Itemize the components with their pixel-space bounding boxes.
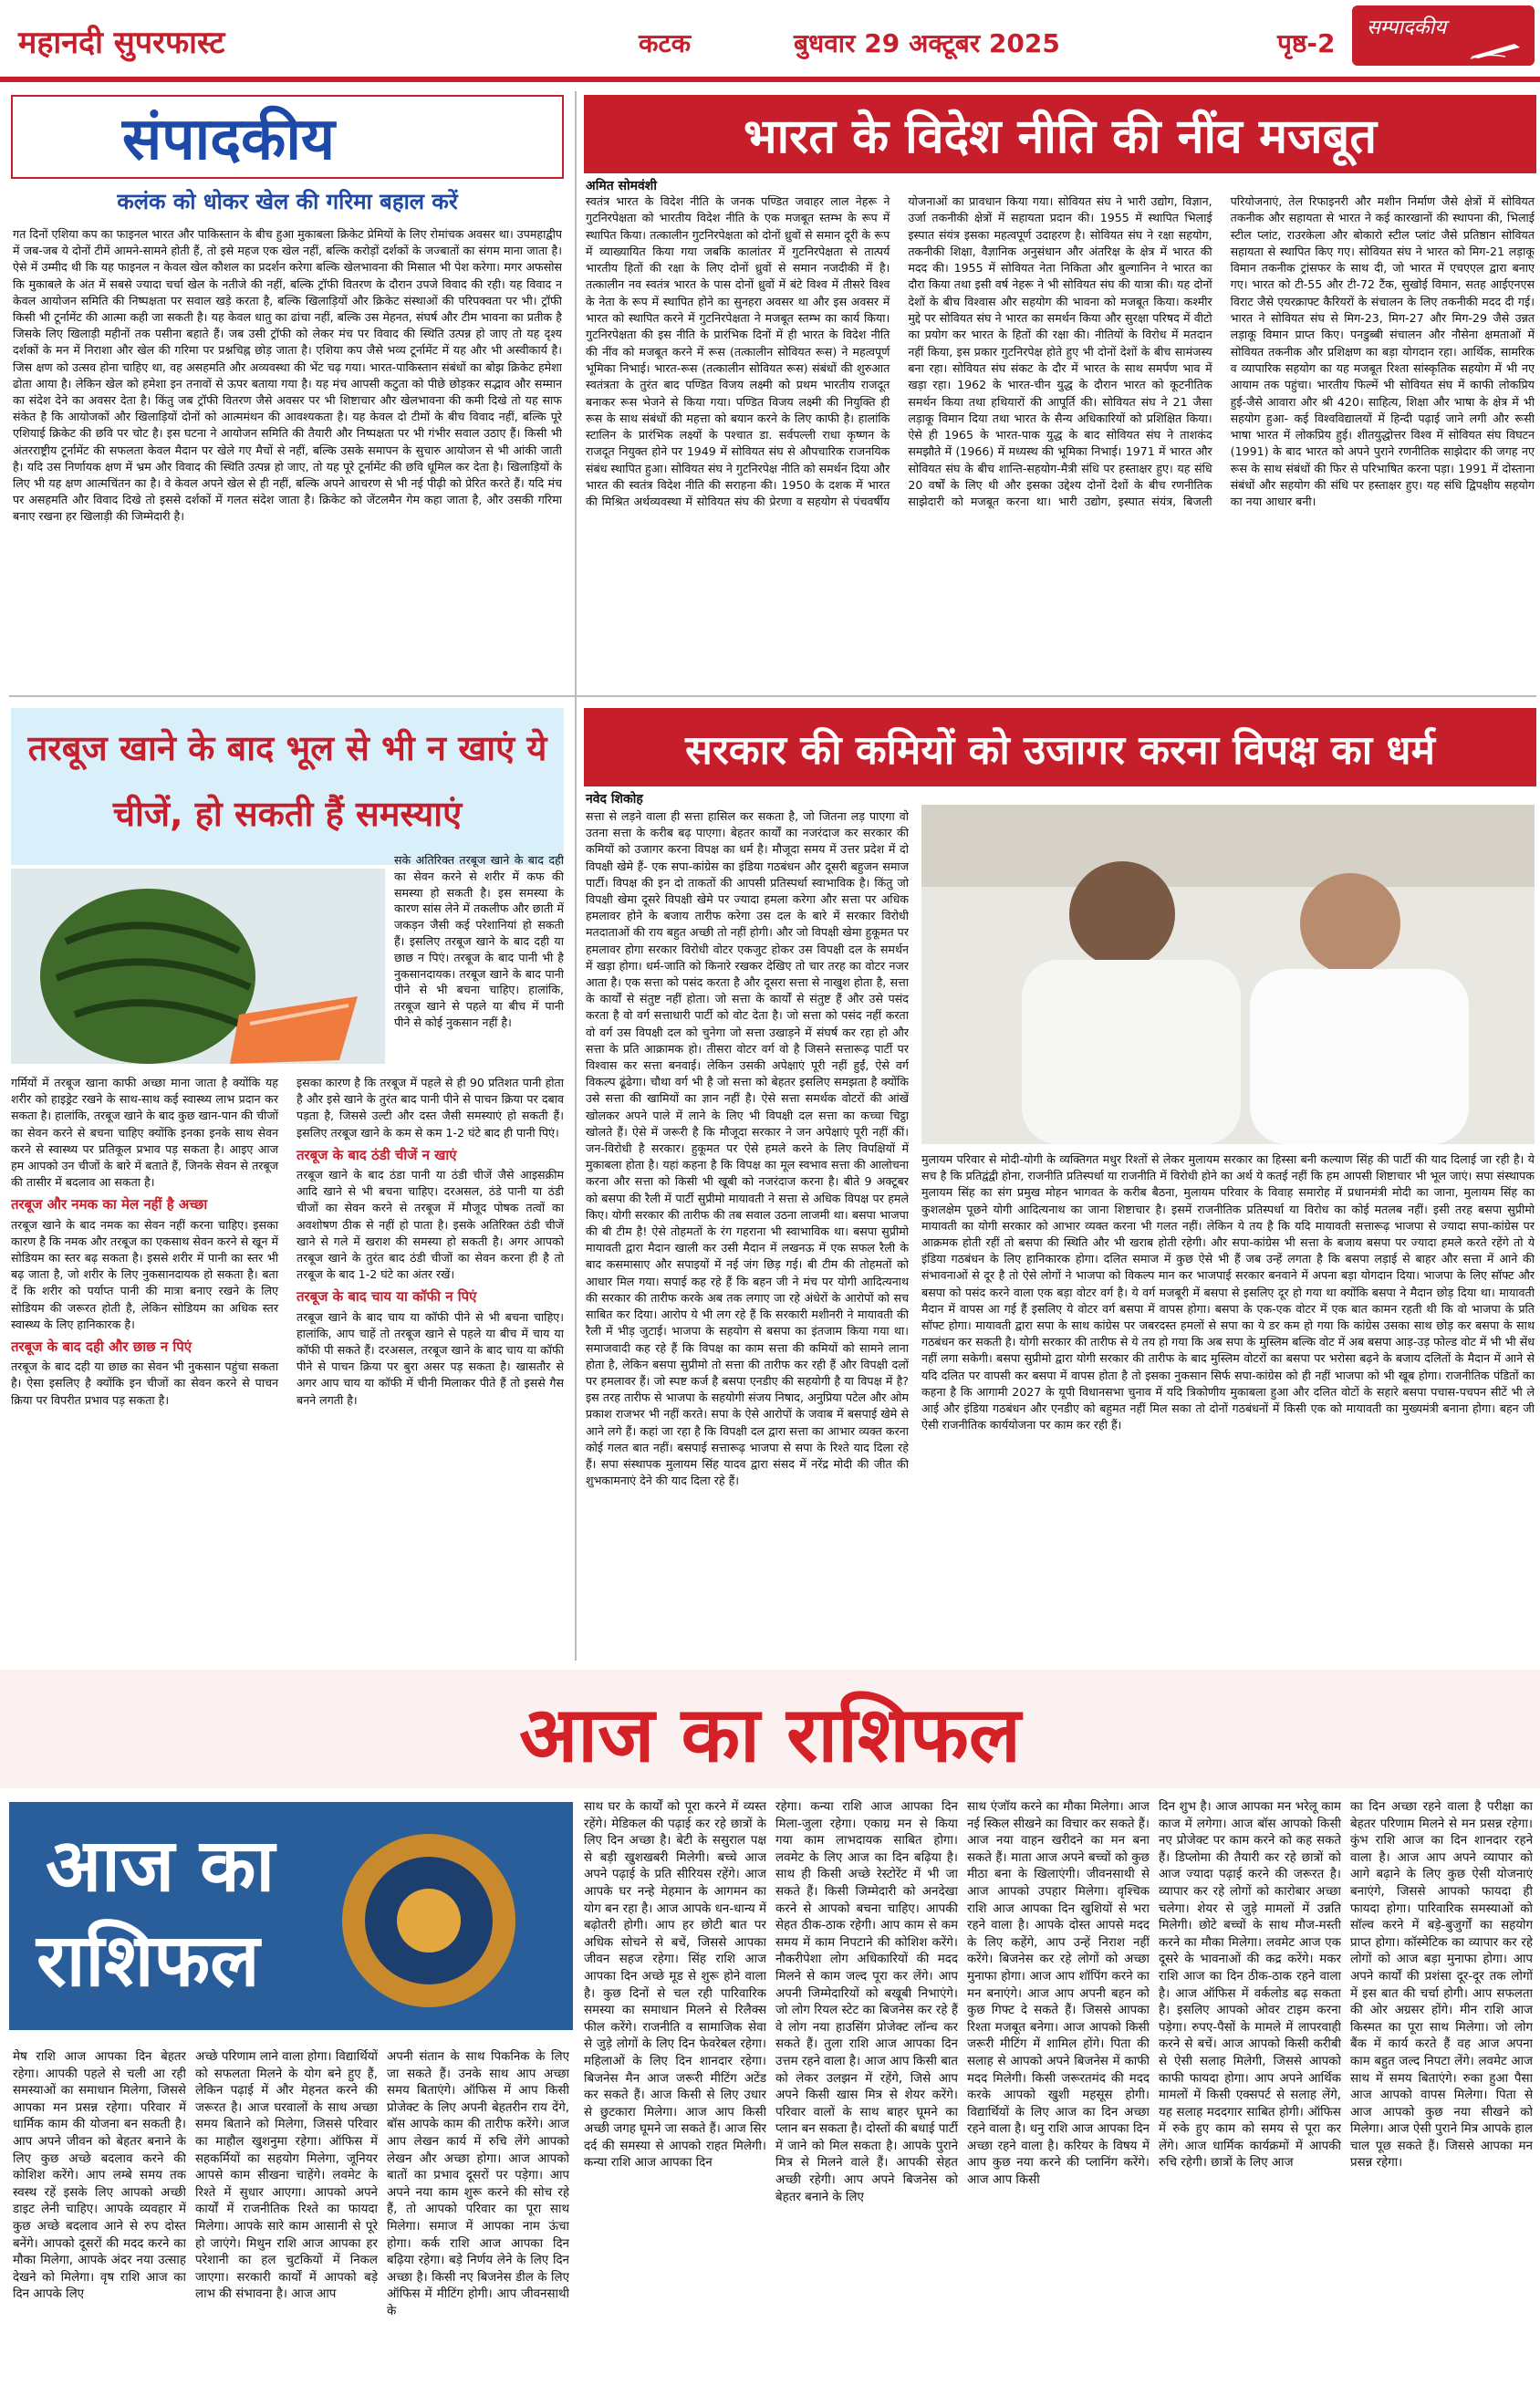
- foreign-policy-body: स्वतंत्र भारत के विदेश नीति के जनक पण्डित जवाहर लाल नेहरू ने गुटनिरपेक्षता को भारतीय विदेश नीति के एक मजबूत स्तम्भ के रूप में स्थापित किया। तत्कालीन गुटनिरपेक्षता को दोनों ध्रुवों से समान दूरी के रूप में व्याख्यायित किया गया जबकि कालांतर में गुटनिरपेक्षता से तात्पर्य भारतीय हितों की रक्षा के लिए दोनों ध्रुवों से समान नजदीकी में है। तत्कालीन नव स्वतंत्र भारत के पास दोनों ध्रुवों में बंटे विश्व में तीसरे विश्व के नेता के रूप में स्थापित होने का सुनहरा अवसर था और इस अवसर में भारत को स्थापित करने में गुटनिरपेक्षता ने मजबूत स्तम्भ का कार्य किया। गुटनिरपेक्षता की इस नीति के प्रारंभिक दिनों में ही भारत के विदेश नीति की नींव को मजबूत करने में रूस (तत्कालीन सोवियत रूस) ने महत्वपूर्ण भूमिका निभाई। भारत-रूस (तत्कालीन सोवियत रूस) संबंधों की शुरुआत स्वतंत्रता के तुरंत बाद पण्डित विजय लक्ष्मी को प्रथम भारतीय राजदूत बनाकर रूस भेजने से किया गया। पण्डित विजय लक्ष्मी की नियुक्ति ही रूस के साथ संबंधों की महत्ता को बयान करने के लिए काफी है। हालांकि स्टालिन के प्रारंभिक लक्ष्यों के पश्चात डा. सर्वपल्ली राधा कृष्णन के राजदूत नियुक्त होने पर 1949 में सोवियत संघ से औपचारिक राजनयिक संबंध स्थापित हुआ। सोवियत संघ ने गुटनिरपेक्ष नीति को समर्थन दिया और भारत की स्वतंत्र विदेश नीति की सराहना की। 1950 के दशक में भारत की मिश्रित अर्थव्यवस्था में सोवियत संघ की प्रेरणा व सहयोग से पंचवर्षीय योजनाओं का प्रावधान किया गया। सोवियत संघ ने भारी उद्योग, विज्ञान, उर्जा तकनीकी क्षेत्रों में सहायता प्रदान की। 1955 में स्थापित भिलाई इस्पात संयंत्र इसका महत्वपूर्ण उदाहरण है। सोवियत संघ ने रक्षा सहयोग, तकनीकी शिक्षा, वैज्ञानिक अनुसंधान और अंतरिक्ष के क्षेत्र में भारत की मदद की। 1955 में सोवियत नेता निकिता और बुल्गानिन ने भारत का दौरा किया तथा इसी वर्ष नेहरू ने भी सोवियत संघ की यात्रा की। यह दोनों देशों के बीच विश्वास और सहयोग की भावना को मजबूत किया। कश्मीर मुद्दे पर सोवियत संघ ने भारत का समर्थन किया और सुरक्षा परिषद में वीटो का प्रयोग कर भारत के हितों की रक्षा की। नीतियों के विरोध में मतदान नहीं किया, इस प्रकार गुटनिरपेक्ष होते हुए भी दोनों देशों के बीच सामंजस्य बना रहा। सोवियत संघ संकट के दौर में भारत के साथ समर्पण भाव में खड़ा रहा। 1962 के भारत-चीन युद्ध के दौरान भारत को कूटनीतिक समर्थन किया तथा हथियारों की आपूर्ति की। सोवियत संघ ने 21 जैसा लड़ाकू विमान दिया तथा भारत के सैन्य अधिकारियों को प्रशिक्षित किया। ऐसे ही 1965 के भारत-पाक युद्ध के बाद सोवियत संघ ने ताशकंद समझौते में (1966) में मध्यस्थ की भूमिका निभाई। 1971 में भारत और सोवियत संघ के बीच शान्ति-सहयोग-मैत्री संधि पर हस्ताक्षर हुए। यह संधि 20 वर्षों के लिए थी और इसका उद्देश्य दोनों देशों के बीच रणनीतिक साझेदारी को मजबूत करना था। भारी उद्योग, इस्पात संयंत्र, बिजली परियोजनाएं, तेल रिफाइनरी और मशीन निर्माण जैसे क्षेत्रों में सोवियत तकनीक और सहायता से भारत ने कई कारखानों की स्थापना की, भिलाई स्टील प्लांट, राउरकेला और बोकारो स्टील प्लांट जैसे प्रतिष्ठान सोवियत सहायता से स्थापित किए गए। सोवियत संघ ने भारत को मिग-21 लड़ाकू विमान तकनीक ट्रांसफर के साथ दी, जो भारत में एचएएल द्वारा बनाए गए। भारत को टी-55 और टी-72 टैंक, सुखोई विमान, सतह आईएनएस विराट जैसे एयरक्राफ्ट कैरियरों के संचालन के लिए तकनीकी मदद दी गई। भारत ने सोवियत संघ से मिग-23, मिग-27 और मिग-29 जैसे उन्नत लड़ाकू विमान प्राप्त किए। पनडुब्बी संचालन और नौसेना क्षमताओं में सोवियत तकनीक और प्रशिक्षण का बड़ा योगदान रहा। आर्थिक, सामरिक व व्यापारिक सहयोग का यह मजबूत रिश्ता सांस्कृतिक सहयोग में भी नए आयाम तक पहुंचा। भारतीय फिल्में भी सोवियत संघ में काफी लोकप्रिय हुई-जैसे आवारा और श्री 420। साहित्य, शिक्षा और भाषा के क्षेत्र में भी सहयोग हुआ- कई विश्वविद्यालयों में हिन्दी पढ़ाई जाने लगी और रूसी भाषा भारत में लोकप्रिय हुई। शीतयुद्धोत्तर विश्व में सोवियत संघ विघटन (1991) के बाद भारत को अपने पुराने रणनीतिक साझेदार की जगह नए रूस के साथ संबंधों की फिर से परिभाषित करना पड़ा। 1991 में दोस्ताना संबंधों और सहयोग की संधि पर हस्ताक्षर हुए। यह संधि द्विपक्षीय सहयोग का नया आधार बनी।: [586, 194, 1535, 509]
- banner-line-2: राशिफल: [36, 1918, 260, 2003]
- opposition-byline: नवेद शिकोह: [586, 792, 643, 807]
- horoscope-column: साथ एंजॉय करने का मौका मिलेगा। आज नई स्किल सीखने का विचार कर सकते हैं। आज नया वाहन खरीदने का मन बना सकते हैं। माता आज अपने बच्चों को कुछ मीठा बना के खिलाएंगी। जीवनसाथी से आज आपको उपहार मिलेगा। वृश्चिक राशि आज आपका दिन खुशियों से भरा रहने वाला है। आपके दोस्त आपसे मदद के लिए कहेंगे, आप उन्हें निराश नहीं करेंगे। बिजनेस कर रहे लोगों को अच्छा मुनाफा होगा। आज आप शॉपिंग करने का मन बनाएंगे। आज आप अपनी बहन को कुछ गिफ्ट दे सकते हैं। जिससे आपका रिश्ता मजबूत बनेगा। आज आपको किसी जरूरी मीटिंग में शामिल होंगे। पिता की सलाह से आपको अपने बिजनेस में काफी मदद मिलेगी। किसी जरूरतमंद की मदद करके आपको खुशी महसूस होगी। विद्यार्थियों के लिए आज का दिन अच्छा रहने वाला है। धनु राशि आज आपका दिन अच्छा रहने वाला है। करियर के विषय में आप कुछ नया करने की प्लानिंग करेंगे। आज आप किसी: [967, 1800, 1150, 2188]
- horoscope-column: का दिन अच्छा रहने वाला है परीक्षा का बेहतर परिणाम मिलने से मन प्रसन्न रहेगा। कुंभ राशि आज का दिन शानदार रहने वाला है। आज आप अपने व्यापार को आगे बढ़ाने के लिए कुछ ऐसी योजनाएं बनाएंगे, जिससे आपको फायदा ही फायदा होगा। पारिवारिक समस्याओं को सॉल्व करने में बड़े-बुजुर्गों का सहयोग प्राप्त होगा। कॉस्मेटिक का व्यापार कर रहे लोगों को आज बड़ा मुनाफा होगा। आप अपने कार्यों की प्रशंसा दूर-दूर तक लोगों में इस बात की चर्चा होगी। आप सफलता की ओर अग्रसर होंगे। मीन राशि आज किस्मत का पूरा साथ मिलेगा। जो लोग बैंक में कार्य करते हैं वह आज अपना काम बहुत जल्द निपटा लेंगे। लवमेट आज साथ में समय बिताएंगे। रुका हुआ पैसा आज आपको वापस मिलेगा। पिता से आज आपको कुछ नया सीखने को मिलेगा। आज ऐसी पुराने मित्र आपके हाल चाल पूछ सकते हैं। जिससे आपका मन प्रसन्न रहेगा।: [1350, 1800, 1533, 2171]
- water-text: इसका कारण है कि तरबूज में पहले से ही 90 प्रतिशत पानी होता है और इसे खाने के तुरंत बाद पानी पीने से पाचन क्रिया पर दबाव पड़ता है, जिससे उल्टी और दस्त जैसी समस्याएं हो सकती हैं। इसलिए तरबूज खाने के कम से कम 1-2 घंटे बाद ही पानी पिएं।: [297, 1076, 564, 1140]
- newspaper-name: महानदी सुपरफास्ट: [18, 25, 225, 61]
- watermelon-photo: [11, 869, 385, 1064]
- editorial-body: गत दिनों एशिया कप का फाइनल भारत और पाकिस्तान के बीच हुआ मुकाबला क्रिकेट प्रेमियों के लिए रोमांचक अवसर था। उपमहाद्वीप में जब-जब ये दोनों टीमें आमने-सामने होती हैं, तो इसे महज एक खेल नहीं, बल्कि करोड़ों दर्शकों के जज्बातों का संगम माना जाता है। ऐसे में उम्मीद थी कि यह फाइनल न केवल खेल कौशल का प्रदर्शन करेगा बल्कि खेलभावना की मिसाल भी पेश करेगा। मगर अफसोस कि मुकाबले के अंत में सबसे ज्यादा चर्चा खेल के नतीजे की नहीं, बल्कि ट्रॉफी वितरण के दौरान उपजे विवाद की रही। यह विवाद न केवल आयोजन समिति की निष्पक्षता पर सवाल खड़े करता है, बल्कि खिलाड़ियों और क्रिकेट संस्थाओं की परिपक्वता पर भी। ट्रॉफी किसी भी टूर्नामेंट की आत्मा कही जा सकती है। यह केवल धातु का ढांचा नहीं, बल्कि उस मेहनत, संघर्ष और टीम भावना का प्रतीक है जिसके लिए खिलाड़ी महीनों तक पसीना बहाते हैं। जब उसी ट्रॉफी को लेकर मंच पर विवाद की स्थिति उत्पन्न हो जाए तो यह दृश्य दर्शकों के मन में निराशा और खेल की गरिमा पर प्रश्नचिह्न छोड़ जाता है। एशिया कप जैसे भव्य टूर्नामेंट में यह और भी अस्वीकार्य है। जिस क्षण को उत्सव होना चाहिए था, वह असहमति और अव्यवस्था की भेंट चढ़ गया। भारत-पाकिस्तान संबंधों का बोझ क्रिकेट हमेशा ढोता आया है। लेकिन खेल को हमेशा इन तनावों से ऊपर बताया गया है। यह मंच आपसी कटुता को पीछे छोड़कर सद्भाव और सम्मान का संदेश देने का अवसर देता है। किंतु जब ट्रॉफी वितरण जैसे अवसर पर भी शिष्टाचार और खेलभावना की कमी दिखे तो यह साफ संकेत है कि आयोजकों और खिलाड़ियों दोनों को आत्ममंथन की आवश्यकता है। यह केवल दो टीमों के बीच विवाद नहीं, बल्कि पूरे एशियाई क्रिकेट की छवि पर चोट है। इस घटना ने आयोजन समिति की तैयारी और निष्पक्षता पर भी गंभीर सवाल उठाए हैं। किसी भी अंतरराष्ट्रीय टूर्नामेंट की सफलता केवल मैदान पर खेले गए मैचों से नहीं, बल्कि उसके समापन के सुचारु आयोजन से भी आंकी जाती है। यदि उस निर्णायक क्षण में भ्रम और विवाद की स्थिति उत्पन्न हो जाए, तो यह पूरे टूर्नामेंट की छवि धूमिल कर देता है। खिलाड़ियों के लिए भी यह क्षण आत्मचिंतन का है। वे केवल अपने खेल से ही नहीं, बल्कि अपने आचरण से भी नई पीढ़ी को प्रेरित करते हैं। यदि मंच पर असहमति और विवाद दिखे तो इससे दर्शकों में गलत संदेश जाता है। क्रिकेट को जेंटलमैन गेम कहा जाता है, और उसकी गरिमा बनाए रखना हर खिलाड़ी की जिम्मेदारी है।: [13, 227, 562, 524]
- banner-line-1: आज का: [46, 1823, 276, 1908]
- opposition-headline: सरकार की कमियों को उजागर करना विपक्ष का धर्म: [584, 708, 1536, 786]
- zodiac-wheel-icon: [338, 1829, 520, 2012]
- subhead-salt: तरबूज और नमक का मेल नहीं है अच्छा: [11, 1196, 208, 1213]
- subhead-tea: तरबूज के बाद चाय या कॉफी न पिएं: [297, 1288, 477, 1306]
- editorial-headline: कलंक को धोकर खेल की गरिमा बहाल करें: [117, 189, 458, 214]
- horoscope-banner: [9, 1802, 573, 2030]
- salt-text: तरबूज खाने के बाद नमक का सेवन नहीं करना चाहिए। इसका कारण है कि नमक और तरबूज का एकसाथ सेवन करने से खून में सोडियम का स्तर बढ़ सकता है। इससे शरीर में पानी का स्तर भी बढ़ जाता है, जो शरीर के लिए नुकसानदायक हो सकता है। बता दें कि शरीर को पर्याप्त पानी की मात्रा बनाए रखने के लिए सोडियम की जरूरत होती है, लेकिन सोडियम का अधिक स्तर स्वास्थ्य के लिए हानिकारक है।: [11, 1217, 278, 1331]
- watermelon-headline: तरबूज खाने के बाद भूल से भी न खाएं ये चीजें, हो सकती हैं समस्याएं: [11, 708, 564, 865]
- editorial-title: संपादकीय: [122, 106, 336, 173]
- subhead-curd: तरबूज के बाद दही और छाछ न पिएं: [11, 1338, 192, 1356]
- section-brand: [1352, 5, 1535, 66]
- cold-text: तरबूज खाने के बाद ठंडा पानी या ठंडी चीजें जैसे आइसक्रीम आदि खाने से भी बचना चाहिए। दरअसल, ठंडे पानी या ठंडी चीजों का सेवन करने से तरबूज में मौजूद पोषक तत्वों का अवशोषण ठीक से नहीं हो पाता है। इसके अतिरिक्त ठंडी चीजें खाने से गले में खराश की समस्या हो सकती है। अगर आपको तरबूज खाने के तुरंत बाद ठंडी चीजों का सेवन करना ही है तो तरबूज के बाद 1-2 घंटे का अंतर रखें।: [297, 1168, 564, 1282]
- section-brand-label: सम्पादकीय: [1367, 16, 1447, 39]
- watermelon-intro: गर्मियों में तरबूज खाना काफी अच्छा माना जाता है क्योंकि यह शरीर को हाइड्रेट रखने के साथ-साथ कई स्वास्थ्य लाभ प्रदान कर सकता है। हालांकि, तरबूज खाने के बाद कुछ खान-पान की चीजों का सेवन करने से बचना चाहिए क्योंकि इनका इनके साथ सेवन करने से स्वास्थ्य पर प्रतिकूल प्रभाव पड़ सकता है। आइए आज हम आपको उन चीजों के बारे में बताते हैं, जिनके सेवन से तरबूज की तासीर में बदलाव आ सकता है।: [11, 1076, 278, 1190]
- curd-text: तरबूज के बाद दही या छाछ का सेवन भी नुकसान पहुंचा सकता है। ऐसा इसलिए है क्योंकि इन चीजों का सेवन करने से पाचन क्रिया पर विपरीत प्रभाव पड़ सकता है।: [11, 1359, 278, 1407]
- watermelon-side-text: सके अतिरिक्त तरबूज खाने के बाद दही का सेवन करने से शरीर में कफ की समस्या हो सकती है। इस समस्या के कारण सांस लेने में तकलीफ और छाती में जकड़न जैसी कई परेशानियां हो सकती हैं। इसलिए तरबूज खाने के बाद दही या छाछ न पिएं। तरबूज के बाद पानी भी है नुकसानदायक। तरबूज खाने के बाद पानी पीने से भी बचना चाहिए। हालांकि, तरबूज खाने से पहले या बीच में पानी पीने से कोई नुकसान नहीं है।: [394, 853, 564, 1029]
- pen-icon: [1469, 40, 1524, 60]
- watermelon-body: [11, 1075, 564, 1651]
- editorial-title-box: [11, 95, 564, 179]
- horoscope-headline: आज का राशिफल: [0, 1670, 1540, 1788]
- foreign-policy-headline: भारत के विदेश नीति की नींव मजबूत: [584, 95, 1536, 173]
- horoscope-column: साथ घर के कार्यों को पूरा करने में व्यस्त रहेंगे। मेडिकल की पढ़ाई कर रहे छात्रों के लिए दिन अच्छा है। बेटी के ससुराल पक्ष से बड़ी खुशखबरी मिलेगी। बच्चे आज अपने पढ़ाई के प्रति सीरियस रहेंगे। आज आपके घर नन्हे मेहमान के आगमन का योग बन रहा है। आज आपके धन-धान्य में बढ़ोतरी होगी। आप हर छोटी बात पर अधिक सोचने से बचें, जिससे आपका जीवन सहज रहेगा। सिंह राशि आज आपका दिन अच्छे मूड से शुरू होने वाला है। कुछ दिनों से चल रही पारिवारिक समस्या का समाधान मिलने से रिलैक्स फील करेंगे। राजनीति व सामाजिक सेवा से जुड़े लोगों के लिए दिन फेवरेबल रहेगा। महिलाओं के लिए दिन शानदार रहेगा। बिजनेस मैन आज जरूरी मीटिंग अटेंड कर सकते हैं। आज किसी से लिए उधार से छुटकारा मिलेगा। आज आप किसी अच्छी जगह घूमने जा सकते हैं। आज सिर दर्द की समस्या से आपको राहत मिलेगी। कन्या राशि आज आपका दिन: [584, 1800, 766, 2171]
- page-number: पृष्ठ-2: [1277, 28, 1336, 58]
- edition-place: कटक: [639, 28, 692, 58]
- subhead-cold: तरबूज के बाद ठंडी चीजें न खाएं: [297, 1146, 457, 1163]
- opposition-body-left: सत्ता से लड़ने वाला ही सत्ता हासिल कर सकता है, जो जितना लड़ पाएगा वो उतना सत्ता के करीब बढ़ पाएगा। बेहतर कार्यों का नजरंदाज कर सरकार की कमियों को उजागर करना विपक्ष का धर्म है। मौजूदा समय में उत्तर प्रदेश में दो विपक्षी खेमे हैं- एक सपा-कांग्रेस का इंडिया गठबंधन और दूसरी बहुजन समाज पार्टी। विपक्ष की इन दो ताकतों की आपसी प्रतिस्पर्धा स्वाभाविक है। किंतु जो विपक्षी खेमा दूसरे विपक्षी खेमे पर ज्यादा हमला करेगा और सत्ता पर अधिक हमलावर होने के बजाय तारीफ करेगा उस दल के बारे में सरकार विरोधी मतदाताओं की राय बहुत अच्छी तो नहीं होगी। और जो विपक्षी खेमा हुकूमत पर हमलावर होगा सरकार विरोधी वोटर एकजुट होकर उस विपक्षी दल के समर्थन में खड़ा होगा। धर्म-जाति को किनारे रखकर देखिए तो चार तरह का वोटर नजर आता है। एक सत्ता को पसंद करता है और दूसरा सत्ता से नाखुश होता है, सत्ता के कार्यों से संतुष्ट नहीं होता। जो सत्ता के कार्यों से संतुष्ट हैं और उसे पसंद करता है वो वर्ग सत्ताधारी पार्टी को वोट देता है। जो सत्ता को पसंद नहीं करता वो वर्ग उस विपक्षी दल को चुनेगा जो सत्ता उखाड़ने में संघर्ष कर रहा हो और सत्ता के प्रति आक्रामक हो। तीसरा वोटर वर्ग वो है जिसने सत्तारूढ़ पार्टी पर विश्वास कर सत्ता बनवाई। लेकिन उसकी अपेक्षाएं पूरी नहीं हुईं, ऐसे वर्ग विकल्प ढूंढेगा। चौथा वर्ग भी है जो सत्ता को बेहतर इसलिए समझता है क्योंकि उसे सत्ता की खामियों का ज्ञान नहीं है। ऐसे सत्ता समर्थक वोटरों की आंखें खोलकर अपने पाले में लाने के लिए भी विपक्षी दल सत्ता का कच्चा चिट्ठा खोलते हैं। ऐसे में जरूरी है कि मौजूदा सरकार ने जन अपेक्षाएं पूरी नहीं कीं। जन-विरोधी है सरकार। हुकूमत पर ऐसे हमले करने के लिए विपक्षियों में मुकाबला होता है। यहां कहना है कि विपक्ष का मूल स्वभाव सत्ता की आलोचना करना और सत्ता को किसी भी खूबी को नजरंदाज करना है। बीते 9 अक्टूबर को बसपा की रैली में पार्टी सुप्रीमो मायावती ने सत्ता से अधिक विपक्ष पर हमले किए। योगी सरकार की तारीफ की तब सवाल उठना लाजमी था। बसपा भाजपा की बी टीम है! ऐसे तोहमतों के रंग गहराना भी स्वाभाविक था। बसपा सुप्रीमो मायावती द्वारा मैदान खाली कर उसी मैदान में लखनऊ में एक सफल रैली के बाद कसमासाए और सपाइयों में नई जंग छिड़ गई। बी टीम की तोहमतों को आधार मिल गया। सपाई कह रहे हैं कि बहन जी ने मंच पर योगी आदित्यनाथ की सरकार की तारीफ करके अब तक लगाए जा रहे अंधेरों के आरोपों को सच साबित कर दिया। आरोप ये भी लग रहे हैं कि सरकारी मशीनरी ने मायावती की रैली में भीड़ जुटाई। भाजपा के सहयोग से बसपा का इंतजाम किया गया था। समाजवादी कह रहे हैं कि विपक्ष का काम सत्ता की कमियों को सामने लाना होता है, लेकिन बसपा सुप्रीमो तो सत्ता की तारीफ कर रही हैं और विपक्षी दलों पर हमलावर हैं। जो स्पष्ट कर्ज है बसपा एनडीए की सहयोगी है या विपक्ष में है? इस तरह तारीफ से भाजपा के सहयोगी संजय निषाद, अनुप्रिया पटेल और ओम प्रकाश राजभर भी नहीं करते। सपा के ऐसे आरोपों के जवाब में बसपाई खेमे से आने लगे हैं। कहां जा रहा है कि विपक्षी दल द्वारा सत्ता का आभार व्यक्त करना कोई गलत बात नहीं। बसपाई सत्तारूढ़ भाजपा से सपा के रिश्ते याद दिला रहे हैं। सपा संस्थापक मुलायम सिंह यादव द्वारा संसद में नरेंद्र मोदी की जीत की शुभकामनाएं देने की याद दिला रहे हैं।: [586, 809, 909, 1488]
- foreign-policy-byline: अमित सोमवंशी: [586, 179, 657, 193]
- column-divider: [575, 91, 577, 1661]
- politicians-photo: [921, 805, 1535, 1144]
- section-divider: [9, 695, 1536, 697]
- issue-date: बुधवार 29 अक्टूबर 2025: [794, 28, 1060, 58]
- opposition-body-right: मुलायम परिवार से मोदी-योगी के व्यक्तिगत मधुर रिश्तों से लेकर मुलायम सरकार का हिस्सा बनी कल्याण सिंह की पार्टी की याद दिलाई जा रही है। ये सच है कि प्रतिद्वंद्वी होना, राजनीति प्रतिस्पर्धा या राजनीति में विरोधी होने का अर्थ ये कतई नहीं कि हम आपसी शिष्टाचार भी भूल जाएं। सपा संस्थापक मुलायम सिंह का संग प्रमुख मोहन भागवत के करीब बैठना, मुलायम परिवार के विवाह समारोह में प्रधानमंत्री मोदी का जाना, मुलायम सिंह का कुशलक्षेम पूछने योगी आदित्यनाथ का जाना शिष्टाचार है। इसमें राजनीतिक प्रतिस्पर्धा या विरोध का कोई मतलब नहीं। इसी तरह बसपा सुप्रीमो मायावती का योगी सरकार को आभार व्यक्त करना भी गलत नहीं। लेकिन ये तय है कि यदि मायावती सत्तारूढ़ भाजपा से ज्यादा सपा-कांग्रेस पर आक्रमक होती रहीं तो बसपा की स्थिति और भी खराब होती रहेगी। और सपा-कांग्रेस भी सत्ता के बजाय बसपा पर ज्यादा हमले करते रहेंगे तो ये इंडिया गठबंधन के लिए हानिकारक होगा। दलित समाज में कुछ ऐसे भी हैं जब उन्हें लगता है कि बसपा लड़ाई से बाहर और सत्ता में आने की संभावनाओं से दूर है तो ऐसे लोगों ने भाजपा को विकल्प मान कर भाजपाई सरकार बनवाने में अपना बड़ा योगदान दिया। भाजपा के लिए सॉफ्ट और बसपा को पसंद करने वाला एक बड़ा वोटर वर्ग है। ये वर्ग मजबूरी में बसपा से इसलिए दूर हो गया था क्योंकि बसपा ने मैदान छोड़ दिया था। मायावती मैदान में वापस आ गई हैं इसलिए ये वोटर वर्ग बसपा में वापस होगा। बसपा के एक-एक वोटर में एक बात कामन रहती थी कि वो भाजपा के प्रति सॉफ्ट होगा। मायावती द्वारा सपा के साथ कांग्रेस पर जबरदस्त हमलों से सपा का ये डर कम हो गया कि कांग्रेस उसका साथ छोड़ कर बसपा के साथ गठबंधन कर सकती है। योगी सरकार की तारीफ से ये तय हो गया कि अब सपा के मुस्लिम बल्कि वोट में अब बसपा आड़-उड़ फोल्ड वोट में भी भी सेंध नहीं लगा सकेगी। बसपा सुप्रीमो द्वारा योगी सरकार की तारीफ के बाद मुस्लिम वोटरों का बसपा पर भरोसा बढ़ने के बजाय दलितों के मैदान में आने से यदि दलित पर वापसी कर बसपा में वापस होता है तो इसका नुकसान सिर्फ सपा-कांग्रेस को ही नहीं भाजपा को भी खूब होगा। राजनीतिक पंडितों का कहना है कि आगामी 2027 के यूपी विधानसभा चुनाव में यदि त्रिकोणीय मुकाबला हुआ और दलित वोटों के सहारे बसपा पचास-पचपन सीटें भी ले आई और इंडिया गठबंधन और एनडीए को बहुमत नहीं मिल सका तो दोनों गठबंधनों में किसी एक को मायावती का मुख्यमंत्री बनाना होगा। बहन जी ऐसी राजनीतिक कार्ययोजना पर काम कर रही हैं।: [921, 1152, 1535, 1432]
- horoscope-column: मेष राशि आज आपका दिन बेहतर रहेगा। आपकी पहले से चली आ रही समस्याओं का समाधान मिलेगा, जिससे आपका मन प्रसन्न रहेगा। परिवार में धार्मिक काम की योजना बन सकती है। आप अपने जीवन को बेहतर बनाने के लिए कुछ अच्छे बदलाव करने की कोशिश करेंगे। आप लम्बे समय तक स्वस्थ रहें इसके लिए आपको अच्छी डाइट लेनी चाहिए। आपके व्यवहार में कुछ अच्छे बदलाव आने से रुप दोस्त बनेंगे। आपको दूसरों की मदद करने का मौका मिलेगा, आपके अंदर नया उत्साह देखने को मिलेगा। वृष राशि आज का दिन आपके लिए: [13, 2050, 186, 2302]
- horoscope-column: अपनी संतान के साथ पिकनिक के लिए जा सकते हैं। उनके साथ आप अच्छा समय बिताएंगे। ऑफिस में आप किसी प्रोजेक्ट के लिए अपनी बेहतरीन राय देंगे, बॉस आपके काम की तारीफ करेंगे। आज आप लेखन कार्य में रुचि लेंगे आपको लेखन और अच्छा होगा। आज आपको बातों का प्रभाव दूसरों पर पड़ेगा। आप अपने नया काम शुरू करने की सोच रहे हैं, तो आपको परिवार का पूरा साथ मिलेगा। समाज में आपका नाम ऊंचा होगा। कर्क राशि आज आपका दिन बढ़िया रहेगा। बड़े निर्णय लेने के लिए दिन अच्छा है। किसी नए बिजनेस डील के लिए ऑफिस में मीटिंग होगी। आप जीवनसाथी के: [387, 2050, 569, 2318]
- masthead: [0, 0, 1540, 82]
- tea-text: तरबूज खाने के बाद चाय या कॉफी पीने से भी बचना चाहिए। हालांकि, आप चाहें तो तरबूज खाने से पहले या बीच में चाय या कॉफी पी सकते हैं। दरअसल, तरबूज खाने के बाद चाय या कॉफी पीने से पाचन क्रिया पर बुरा असर पड़ सकता है। खासतौर से अगर आप चाय या कॉफी में चीनी मिलाकर पीते हैं तो इससे गैस बनने लगती है।: [297, 1309, 564, 1407]
- horoscope-column: रहेगा। कन्या राशि आज आपका दिन मिला-जुला रहेगा। एकाग्र मन से किया गया काम लाभदायक साबित होगा। लवमेट के लिए आज का दिन बढ़िया है। साथ ही किसी अच्छे रेस्टोरेंट में भी जा सकते हैं। किसी जिम्मेदारी को अनदेखा करने से आपको बचना चाहिए। आपकी सेहत ठीक-ठाक रहेगी। आप काम से कम समय में काम निपटाने की कोशिश करेंगे। नौकरीपेशा लोग अधिकारियों की मदद मिलने से काम जल्द पूरा कर लेंगे। आप अपनी जिम्मेदारियों को बखूबी निभाएंगे। जो लोग रियल स्टेट का बिजनेस कर रहे हैं वे लोग नया हाउसिंग प्रोजेक्ट लॉन्च कर सकते हैं। तुला राशि आज आपका दिन उत्तम रहने वाला है। आज आप किसी बात को लेकर उलझन में रहेंगे, जिसे आप अपने किसी खास मित्र से शेयर करेंगे। परिवार वालों के साथ बाहर घूमने का प्लान बन सकता है। दोस्तों की बधाई पार्टी में जाने को मिल सकता है। आपके पुराने मित्र से मिलने वाले हैं। आपकी सेहत अच्छी रहेगी। आप अपने बिजनेस को बेहतर बनाने के लिए: [775, 1800, 958, 2204]
- horoscope-column: अच्छे परिणाम लाने वाला होगा। विद्यार्थियों को सफलता मिलने के योग बने हुए हैं, लेकिन पढ़ाई में और मेहनत करने की जरूरत है। आज घरवालों के साथ अच्छा समय बिताने को मिलेगा, जिससे परिवार का माहौल खुशनुमा रहेगा। ऑफिस में सहकर्मियों का सहयोग मिलेगा, जूनियर आपसे काम सीखना चाहेंगे। लवमेट के रिश्ते में सुधार आएगा। आपको अपने कार्यों में राजनीतिक रिश्ते का फायदा मिलेगा। आपके सारे काम आसानी से पूरे हो जाएंगे। मिथुन राशि आज आपका हर परेशानी का हल चुटकियों में निकल जाएगा। सरकारी कार्यों में आपको बड़े लाभ की संभावना है। आज आप: [195, 2050, 378, 2302]
- horoscope-column: दिन शुभ है। आज आपका मन भरेलू काम काज में लगेगा। आज बॉस आपको किसी नए प्रोजेक्ट पर काम करने को कह सकते हैं। डिप्लोमा की तैयारी कर रहे छात्रों को आज ज्यादा पढ़ाई करने की जरूरत है। व्यापार कर रहे लोगों को कारोबार अच्छा चलेगा। शेयर से जुड़े मामलों में उन्नति मिलेगी। छोटे बच्चों के साथ मौज-मस्ती करने का मौका मिलेगा। लवमेट आज एक दूसरे के भावनाओं की कद्र करेंगे। मकर राशि आज का दिन ठीक-ठाक रहने वाला है। आज ऑफिस में वर्कलोड बढ़ सकता है। इसलिए आपको ओवर टाइम करना पड़ेगा। रुपए-पैसों के मामले में लापरवाही करने से बचें। आज आपको किसी करीबी से ऐसी सलाह मिलेगी, जिससे आपको काफी फायदा होगा। आप अपने आर्थिक मामलों में किसी एक्सपर्ट से सलाह लेंगे, यह सलाह मददगार साबित होगी। ऑफिस में रुके हुए काम को समय से पूरा कर लेंगे। आज धार्मिक कार्यक्रमों में आपकी रुचि रहेगी। छात्रों के लिए आज: [1159, 1800, 1341, 2171]
